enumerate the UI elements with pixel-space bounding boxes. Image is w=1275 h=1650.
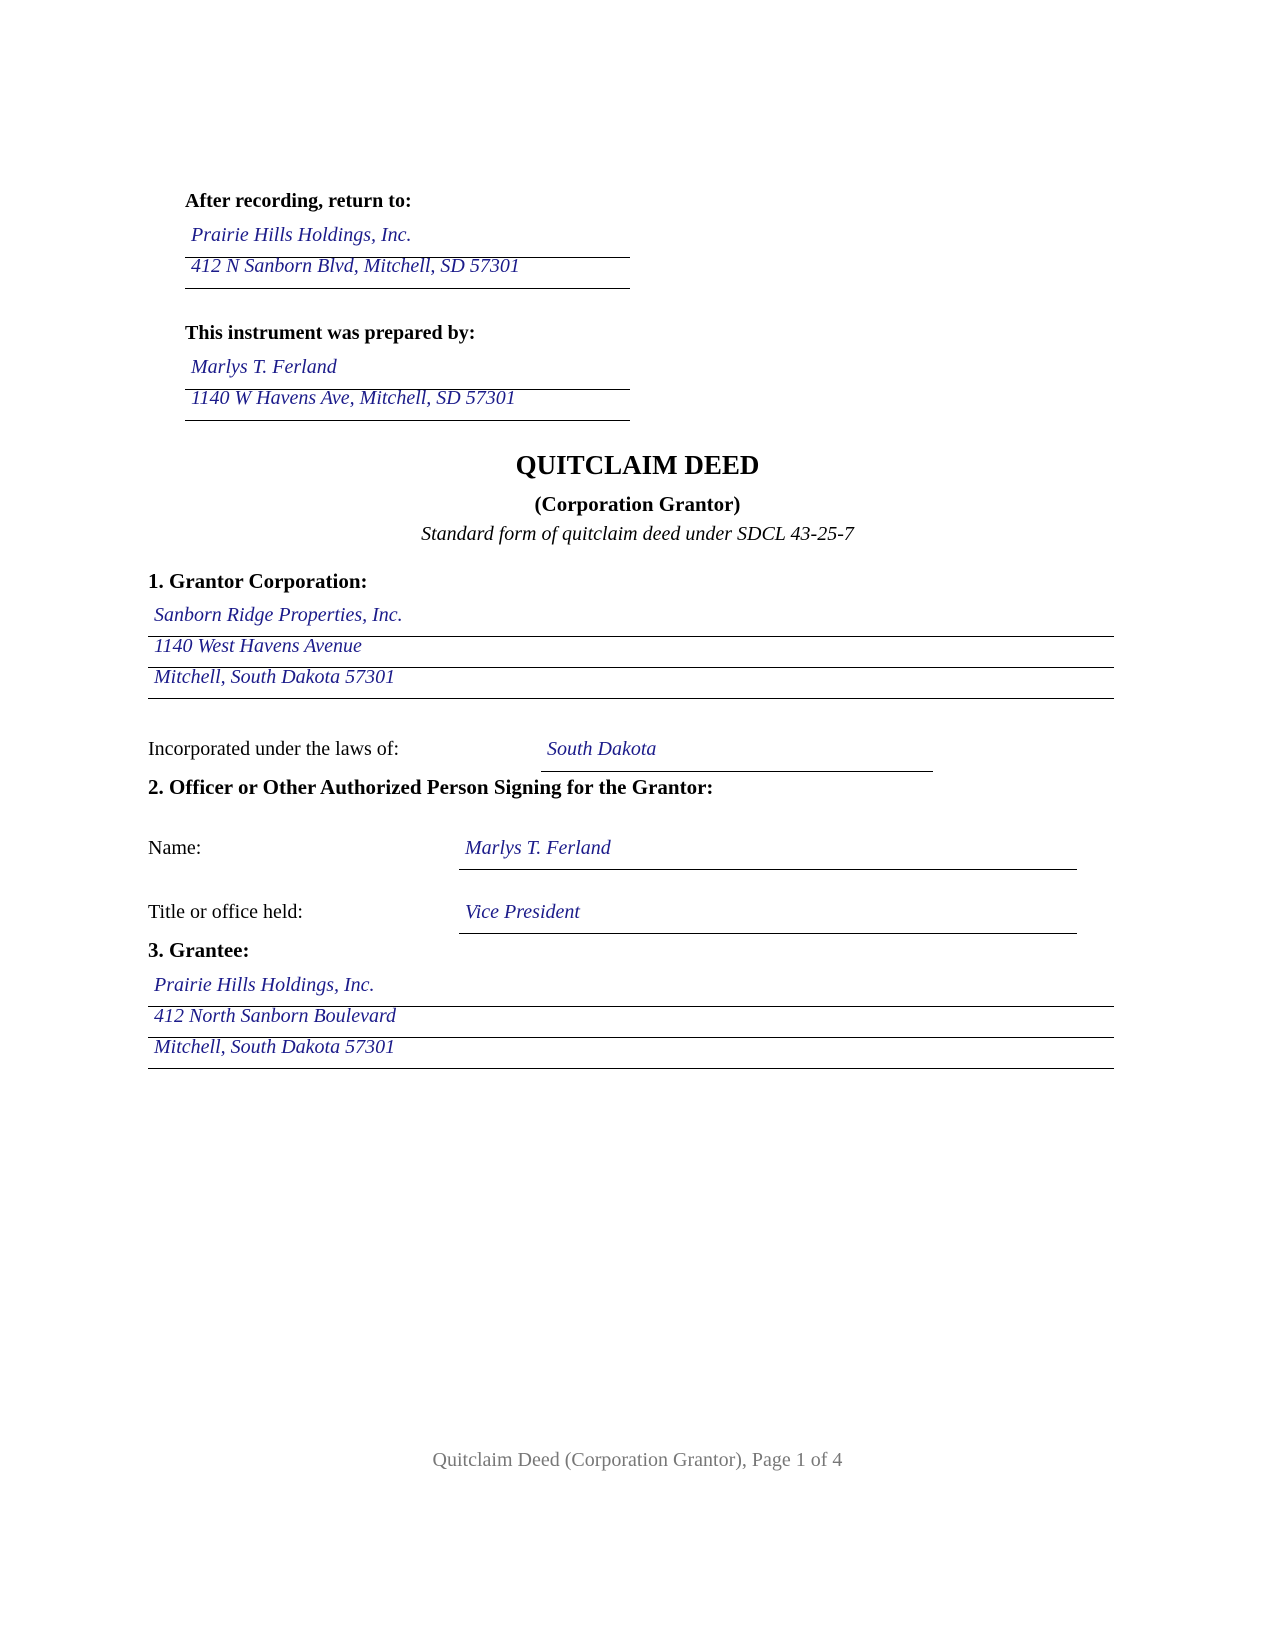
prepared-by-heading: This instrument was prepared by: <box>185 322 476 344</box>
officer-name-label: Name: <box>148 837 202 859</box>
grantee-line3[interactable]: Mitchell, South Dakota 57301 <box>154 1036 396 1058</box>
incorporated-label: Incorporated under the laws of: <box>148 738 400 760</box>
document-title: QUITCLAIM DEED <box>515 450 760 480</box>
incorporated-value[interactable]: South Dakota <box>547 738 657 760</box>
grantee-line3-rule <box>148 1068 1114 1069</box>
grantee-heading: 3. Grantee: <box>148 938 250 962</box>
officer-title-rule <box>459 933 1077 934</box>
document-description: Standard form of quitclaim deed under SDCL 43-25-7 <box>421 523 854 545</box>
document-subtitle: (Corporation Grantor) <box>534 492 741 516</box>
grantor-line1[interactable]: Sanborn Ridge Properties, Inc. <box>154 604 403 626</box>
prepared-by-line1[interactable]: Marlys T. Ferland <box>191 356 337 378</box>
grantor-line3-rule <box>148 698 1114 699</box>
grantor-heading: 1. Grantor Corporation: <box>148 569 368 593</box>
grantor-line2[interactable]: 1140 West Havens Avenue <box>154 635 362 657</box>
grantor-line3[interactable]: Mitchell, South Dakota 57301 <box>154 666 396 688</box>
officer-name-value[interactable]: Marlys T. Ferland <box>465 837 611 859</box>
officer-name-rule <box>459 869 1077 870</box>
return-to-line2[interactable]: 412 N Sanborn Blvd, Mitchell, SD 57301 <box>191 255 520 277</box>
return-to-line1[interactable]: Prairie Hills Holdings, Inc. <box>191 224 412 246</box>
page-footer: Quitclaim Deed (Corporation Grantor), Page 1 of 4 <box>432 1449 843 1471</box>
prepared-by-line2[interactable]: 1140 W Havens Ave, Mitchell, SD 57301 <box>191 387 516 409</box>
officer-title-value[interactable]: Vice President <box>465 901 580 923</box>
grantee-line1[interactable]: Prairie Hills Holdings, Inc. <box>154 974 375 996</box>
prepared-by-line2-rule <box>185 420 630 421</box>
officer-heading: 2. Officer or Other Authorized Person Signing for the Grantor: <box>148 775 714 799</box>
return-to-heading: After recording, return to: <box>185 190 412 212</box>
incorporated-rule <box>541 771 933 772</box>
grantee-line2[interactable]: 412 North Sanborn Boulevard <box>154 1005 397 1027</box>
return-to-line2-rule <box>185 288 630 289</box>
officer-title-label: Title or office held: <box>148 901 303 923</box>
